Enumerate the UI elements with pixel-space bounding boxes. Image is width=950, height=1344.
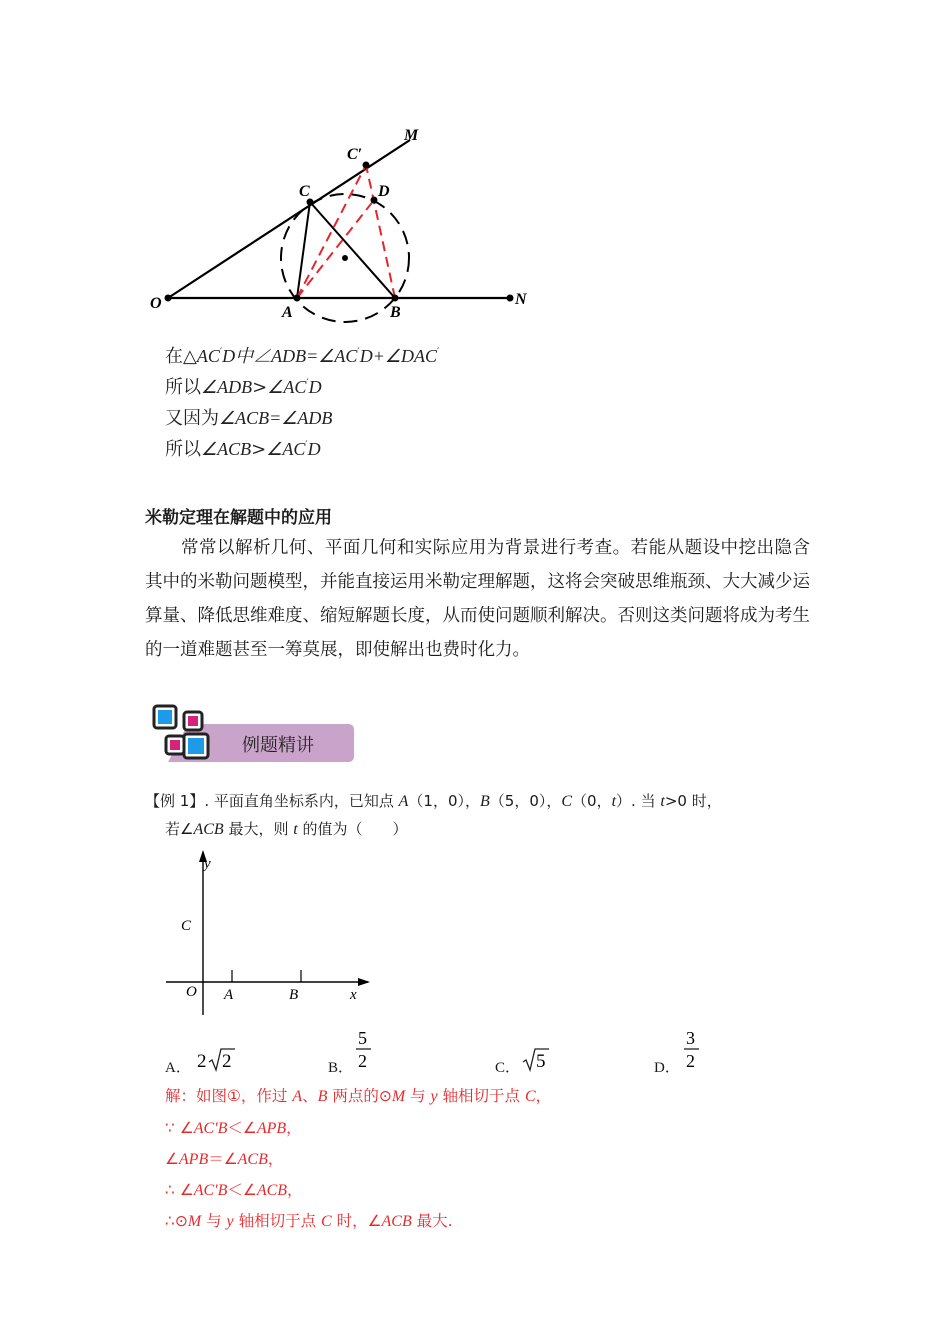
label-x: x: [350, 987, 357, 1003]
option-d[interactable]: D． 3 2: [654, 1026, 754, 1080]
section-title: 米勒定理在解题中的应用: [145, 508, 332, 528]
label-o2: O: [186, 984, 197, 1000]
svg-text:2: 2: [686, 1051, 695, 1071]
label-o: O: [150, 295, 162, 312]
option-b-fraction: [354, 1026, 374, 1076]
label-c2: C: [181, 918, 192, 934]
label-a: A: [282, 304, 293, 321]
x-axis-arrow: [358, 978, 370, 986]
point-n: [507, 295, 514, 302]
label-m: M: [404, 127, 419, 144]
example-line-2: 若∠ACB 最大，则 t 的值为（ ）: [165, 820, 408, 838]
svg-text:5: 5: [358, 1028, 367, 1048]
svg-text:2: 2: [358, 1051, 367, 1071]
label-a2: A: [224, 987, 234, 1003]
solution-line-5: ∴⊙M 与 y 轴相切于点 C 时，∠ACB 最大.: [165, 1212, 453, 1230]
section-paragraph: 常常以解析几何、平面几何和实际应用为背景进行考查。若能从题设中挖出隐含其中的米勒问题模型，并能直接运用米勒定理解题，这将会突破思维瓶颈、大大减少运算量、降低思维难度、缩短解题长度，从而使问题顺利解决。否则这类问题将成为考生的一道难题甚至一筹莫展，即使解出也费时化力。: [145, 538, 810, 660]
svg-text:3: 3: [686, 1028, 695, 1048]
label-d: D: [378, 183, 390, 200]
option-a[interactable]: A． 2 2: [165, 1045, 285, 1079]
label-n: N: [515, 291, 527, 308]
option-a-radical: [195, 1045, 237, 1075]
point-b: [392, 295, 399, 302]
example-tag: 【例 1】: [145, 792, 205, 810]
miller-diagram: [140, 118, 540, 333]
solution-line-3: ∠APB＝∠ACB，: [165, 1150, 284, 1168]
option-d-fraction: [682, 1026, 702, 1076]
option-c[interactable]: C． 5: [495, 1045, 595, 1079]
svg-text:5: 5: [536, 1051, 546, 1072]
point-center: [342, 255, 348, 261]
proof-line-3: 又因为∠ACB=∠ADB: [165, 408, 333, 429]
banner-label: 例题精讲: [242, 735, 314, 756]
point-cprime: [363, 162, 370, 169]
point-d: [371, 197, 378, 204]
label-b: B: [390, 304, 401, 321]
svg-text:2: 2: [222, 1051, 232, 1072]
solution-line-4: ∴ ∠AC′B＜∠ACB，: [165, 1181, 303, 1199]
point-o: [165, 295, 172, 302]
option-c-radical: [521, 1045, 551, 1075]
option-b[interactable]: B． 5 2: [328, 1026, 428, 1080]
label-cprime: C′: [347, 146, 363, 163]
solution-line-2: ∵ ∠AC′B＜∠APB，: [165, 1119, 302, 1137]
label-y: y: [204, 856, 211, 872]
example-line-1: 【例 1】. 平面直角坐标系内，已知点 A（1，0），B（5，0），C（0，t）. 当 t>0 时，: [145, 792, 722, 810]
proof-line-1: 在△AC′D中∠ADB=∠AC′D+∠DAC′: [165, 346, 440, 367]
svg-text:2: 2: [197, 1051, 207, 1072]
proof-line-4: 所以∠ACB>∠AC′D: [165, 439, 321, 460]
proof-line-2: 所以∠ADB>∠AC′D: [165, 377, 322, 398]
coordinate-diagram: [160, 845, 380, 1020]
point-a: [294, 295, 301, 302]
label-b2: B: [289, 987, 299, 1003]
label-c: C: [299, 183, 310, 200]
solution-line-1: 解：如图①，作过 A、B 两点的⊙M 与 y 轴相切于点 C，: [165, 1087, 552, 1105]
